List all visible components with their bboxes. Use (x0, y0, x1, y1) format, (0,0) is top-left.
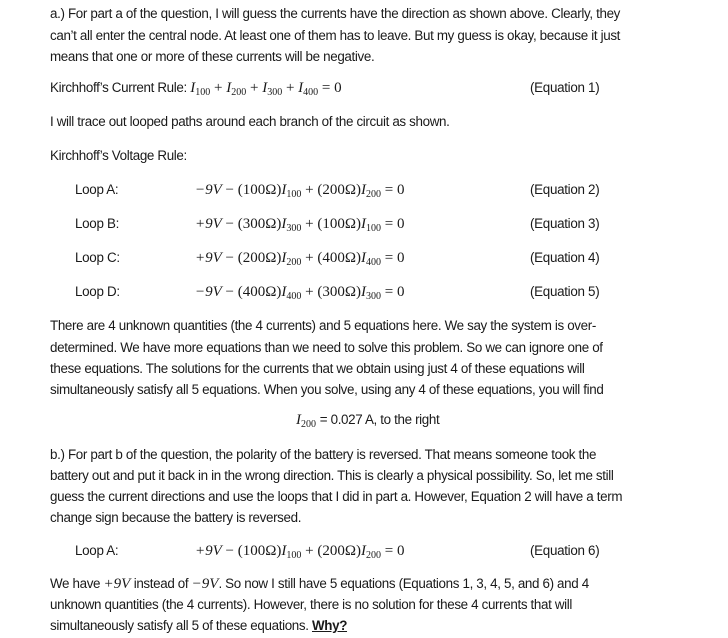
part-a-intro-line-3: means that one or more of these currents will be negative. (50, 49, 375, 64)
loop-a-equation: $-9V - (100\Omega)I_{100} + (200\Omega)I_{200} = 0$ (195, 182, 405, 200)
loop-b-equation: $+9V - (300\Omega)I_{300} + (100\Omega)I_{100} = 0$ (195, 216, 405, 234)
part-a-intro-line-2: can’t all enter the central node. At least one of them has to leave. But my guess is okay, because it just (50, 28, 621, 43)
closing-line-3: simultaneously satisfy all 5 of these equations. Why? (50, 618, 348, 633)
equation-5-label: (Equation 5) (530, 284, 600, 299)
why-question: Why? (311, 618, 348, 633)
kcl-equation (50, 80, 342, 96)
part-b-intro-line-4: change sign because the battery is reversed. (50, 510, 302, 525)
part-a-intro-line-1: a.) For part a of the question, I will guess the currents have the direction as shown above. Clearly, they (50, 6, 621, 21)
closing-line-2: unknown quantities (the 4 currents). However, there is no solution for these 4 currents that will (50, 597, 573, 612)
loop-c-label: Loop C: (75, 250, 120, 265)
loop-c-equation: $+9V - (200\Omega)I_{200} + (400\Omega)I_{400} = 0$ (195, 250, 405, 268)
explanation-line-4: simultaneously satisfy all 5 equations. When you solve, using any 4 of these equations, you will find (50, 382, 604, 397)
explanation-line-2: determined. We have more equations than we need to solve this problem. So we can ignore one of (50, 340, 603, 355)
trace-text: I will trace out looped paths around each branch of the circuit as shown. (50, 114, 450, 129)
kcl-math: $I_{100} + I_{200} + I_{300} + I_{400} = 0$ (190, 80, 342, 98)
explanation-line-1: There are 4 unknown quantities (the 4 currents) and 5 equations here. We say the system is over- (50, 318, 596, 333)
part-b-intro-line-3: guess the current directions and use the loops that I did in part a. However, Equation 2 will have a term (50, 489, 623, 504)
part-b-intro-line-1: b.) For part b of the question, the polarity of the battery is reversed. That means someone took the (50, 447, 597, 462)
loop-d-equation: $-9V - (400\Omega)I_{400} + (300\Omega)I_{300} = 0$ (195, 284, 405, 302)
equation-1-label: (Equation 1) (530, 80, 600, 95)
closing-line-1: We have +9V instead of −9V. So now I still have 5 equations (Equations 1, 3, 4, 5, and 6) and 4 (50, 576, 589, 592)
part-b-loop-a-label: Loop A: (75, 543, 119, 558)
explanation-line-3: these equations. The solutions for the currents that we obtain using just 4 of these equations will (50, 361, 585, 376)
equation-4-label: (Equation 4) (530, 250, 600, 265)
loop-d-label: Loop D: (75, 284, 120, 299)
equation-2-label: (Equation 2) (530, 182, 600, 197)
equation-6-label: (Equation 6) (530, 543, 600, 558)
part-b-intro-line-2: battery out and put it back in in the wrong direction. This is clearly a physical possibility. So, let me still (50, 468, 614, 483)
result-i200: $I_{200} = 0.027$ A, to the right (296, 412, 440, 430)
equation-3-label: (Equation 3) (530, 216, 600, 231)
part-b-loop-a-equation: $+9V - (100\Omega)I_{100} + (200\Omega)I_{200} = 0$ (195, 543, 405, 561)
kcl-label: Kirchhoff’s Current Rule: (50, 80, 187, 95)
loop-a-label: Loop A: (75, 182, 119, 197)
loop-b-label: Loop B: (75, 216, 120, 231)
kvl-label: Kirchhoff’s Voltage Rule: (50, 148, 187, 163)
